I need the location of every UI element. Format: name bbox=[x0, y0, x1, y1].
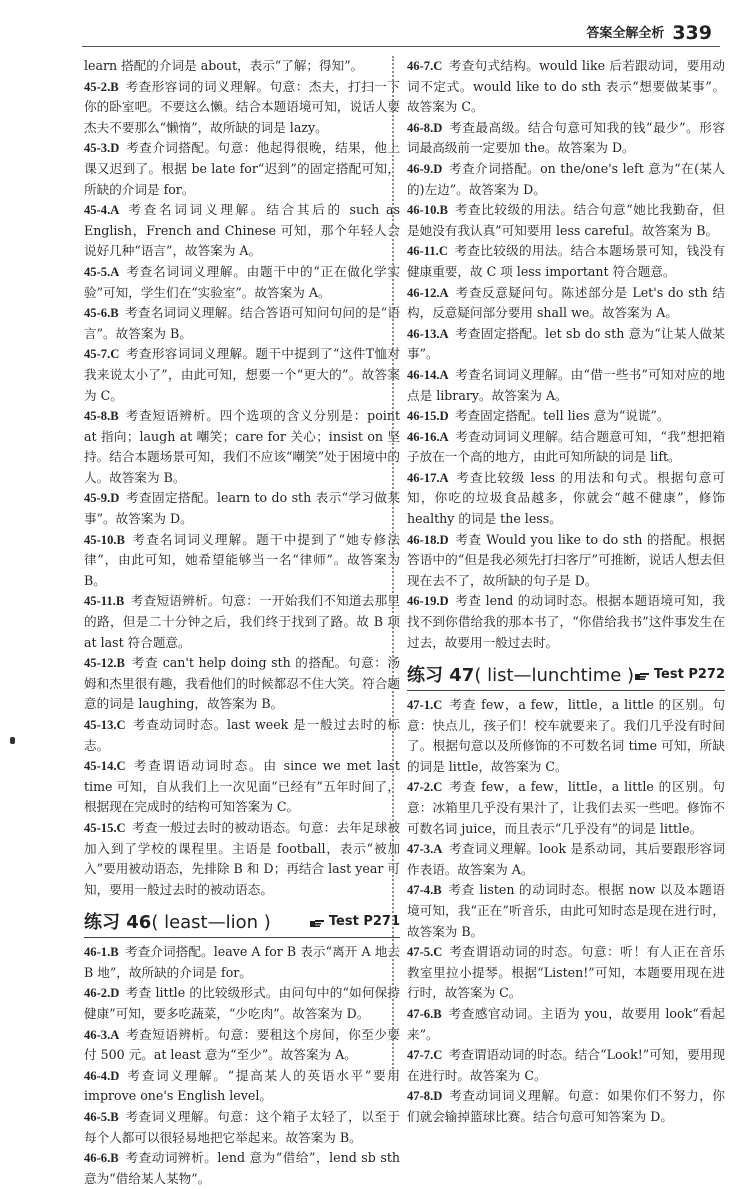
answer-entry bbox=[84, 715, 400, 756]
answer-entry bbox=[407, 427, 725, 468]
header-title: 答案全解全析 bbox=[586, 26, 665, 41]
answer-entry bbox=[407, 324, 725, 365]
section-rule bbox=[407, 690, 725, 691]
answer-explanation: 考查动词时态。last week 是一般过去时的标志。 bbox=[84, 717, 400, 753]
answer-number: 46-14.A bbox=[407, 367, 449, 382]
answer-number: 45-13.C bbox=[84, 718, 126, 732]
answer-number: 45-3.D bbox=[84, 141, 120, 156]
answer-explanation: 考查介词搭配。句意：他起得很晚，结果，他上课又迟到了。根据 be late for“迟到”的固定搭配可知，所缺的介词是 for。 bbox=[84, 140, 400, 197]
test-page-ref bbox=[310, 912, 400, 933]
answer-entry bbox=[407, 777, 725, 839]
answer-entry bbox=[84, 983, 400, 1024]
answer-entry bbox=[84, 56, 400, 77]
answer-explanation: 考查 lend 的动词时态。根据本题语境可知，我找不到你借给我的那本书了，“你借给我书”这件事发生在过去，故要用一般过去时。 bbox=[407, 593, 725, 650]
answer-number: 46-4.D bbox=[84, 1068, 120, 1083]
answer-explanation: 考查动词词义理解。句意：如果你们不努力，你们就会输掉篮球比赛。结合句意可知答案为 D。 bbox=[407, 1088, 725, 1124]
answer-explanation: 考查词义理解。句意：这个箱子太轻了，以至于每个人都可以很轻易地把它举起来。故答案为 B。 bbox=[84, 1108, 400, 1145]
answer-entry bbox=[84, 262, 400, 303]
page-header bbox=[586, 14, 712, 44]
answer-number: 45-2.B bbox=[84, 79, 119, 94]
answer-number: 47-1.C bbox=[407, 698, 443, 713]
answer-entry bbox=[84, 1066, 400, 1107]
answer-explanation: 考查一般过去时的被动语态。句意：去年足球被加入到了学校的课程里。主语是 football，表示“被加入”要用被动语态，先排除 B 和 D；再结合 last year 可知，要用一般过去时的被动语态。 bbox=[84, 819, 400, 897]
answer-entry bbox=[407, 880, 725, 942]
answer-explanation: 考查名词词义理解。题干中提到了“她专修法律”，由此可知，她希望能够当一名“律师”。故答案为 B。 bbox=[84, 531, 400, 588]
answer-number: 45-14.C bbox=[84, 759, 126, 774]
answer-number: 47-6.B bbox=[407, 1007, 442, 1022]
answer-number: 45-10.B bbox=[84, 532, 125, 547]
answer-number: 47-2.C bbox=[407, 780, 443, 795]
answer-explanation: 考查名词词义理解。结合其后的 such as English，French and Chinese 可知，那个年轻人会说好几种“语言”，故答案为 A。 bbox=[84, 202, 400, 259]
answer-number: 46-1.B bbox=[84, 945, 119, 960]
answer-explanation: 考查动词词义理解。结合题意可知，“我”想把箱子放在一个高的地方，由此可知所缺的词是 lift。 bbox=[407, 428, 725, 465]
header-rule bbox=[82, 46, 720, 47]
answer-number: 45-4.A bbox=[84, 203, 120, 218]
section-word-range: ( list—lunchtime ) bbox=[474, 664, 635, 686]
answer-explanation: 考查 little 的比较级形式。由问句中的“如何保持健康”可知，要多吃蔬菜，“少吃肉”。故答案为 D。 bbox=[84, 985, 400, 1022]
answer-entry bbox=[84, 653, 400, 715]
answer-number: 47-5.C bbox=[407, 945, 443, 960]
answer-entry bbox=[407, 591, 725, 653]
answer-entry bbox=[407, 530, 725, 592]
answer-explanation: 考查谓语动词的时态。句意：听！有人正在音乐教室里拉小提琴。根据“Listen!”可知，本题要用现在进行时，故答案为 C。 bbox=[407, 944, 725, 1001]
answer-entry bbox=[84, 488, 400, 529]
answer-explanation: 考查句式结构。would like 后若跟动词，要用动词不定式。would like to do sth 表示“想要做某事”。故答案为 C。 bbox=[407, 58, 725, 115]
answer-entry bbox=[84, 756, 400, 818]
section-heading bbox=[84, 912, 400, 933]
answer-explanation: 考查固定搭配。let sb do sth 意为“让某人做某事”。 bbox=[407, 325, 725, 362]
answer-entry bbox=[407, 118, 725, 159]
answer-entry bbox=[84, 77, 400, 139]
answer-entry bbox=[84, 1107, 400, 1148]
answer-explanation: 考查谓语动词时态。由 since we met last time 可知，自从我们上一次见面“已经有”五年时间了，根据现在完成时的结构可知答案为 C。 bbox=[84, 758, 400, 815]
answer-number: 45-15.C bbox=[84, 820, 126, 835]
answer-explanation: 考查比较级 less 的用法和句式。根据句意可知，你吃的垃圾食品越多，你就会“越不健康”，修饰 healthy 的词是 the less。 bbox=[407, 469, 725, 527]
answer-number: 47-7.C bbox=[407, 1048, 443, 1063]
answer-number: 46-12.A bbox=[407, 285, 449, 300]
answer-entry bbox=[84, 942, 400, 983]
answer-explanation: 考查 few，a few，little，a little 的区别。句意：快点儿，孩子们！校车就要来了。我们几乎没有时间了。根据句意以及所修饰的不可数名词 time 可知，所缺的词是 little，故答案为 C。 bbox=[407, 697, 725, 774]
answer-entry bbox=[84, 1025, 400, 1066]
answer-entry bbox=[84, 138, 400, 200]
test-page-ref bbox=[635, 665, 725, 686]
answer-explanation: 考查动词辨析。lend 意为“借给”，lend sb sth 意为“借给某人某物”。 bbox=[84, 1150, 400, 1186]
answer-explanation: 考查谓语动词的时态。结合“Look!”可知，要用现在进行时。故答案为 C。 bbox=[407, 1047, 725, 1083]
answer-number: 45-7.C bbox=[84, 347, 120, 362]
answer-explanation: 考查短语辨析。句意：要租这个房间，你至少要付 500 元。at least 意为“至少”。故答案为 A。 bbox=[84, 1026, 400, 1063]
answer-explanation: 考查感官动词。主语为 you，故要用 look“看起来”。 bbox=[407, 1006, 725, 1042]
answer-entry bbox=[407, 839, 725, 880]
test-page-label: Test P271 bbox=[328, 914, 400, 930]
section-title: 练习 46 bbox=[84, 911, 152, 933]
answer-entry bbox=[84, 1148, 400, 1189]
answer-entry bbox=[407, 942, 725, 1004]
answer-explanation: 考查 few，a few，little，a little 的区别。句意：冰箱里几乎没有果汁了，让我们去买一些吧。修饰不可数名词 juice，而且表示“几乎没有”的词是 little。 bbox=[407, 779, 725, 836]
answer-number: 46-19.D bbox=[407, 594, 449, 609]
pointing-hand-icon bbox=[310, 918, 324, 928]
answer-number: 47-3.A bbox=[407, 842, 443, 857]
answer-entry bbox=[407, 468, 725, 530]
column-divider bbox=[392, 56, 394, 1080]
answer-explanation: 考查短语辨析。句意：一开始我们不知道去那里的路，但是二十分钟之后，我们终于找到了路。故 B 项 at last 符合题意。 bbox=[84, 593, 400, 650]
answer-number: 46-10.B bbox=[407, 203, 448, 218]
answer-entry bbox=[407, 1004, 725, 1045]
answer-number: 46-7.C bbox=[407, 59, 443, 73]
answer-explanation: 考查固定搭配。tell lies 意为“说谎”。 bbox=[454, 408, 670, 424]
answer-entry bbox=[84, 344, 400, 406]
page-number: 339 bbox=[672, 22, 712, 44]
answer-entry bbox=[407, 241, 725, 282]
answer-entry bbox=[407, 365, 725, 406]
answer-explanation: 考查短语辨析。四个选项的含义分别是：point at 指向；laugh at 嘲笑；care for 关心；insist on 坚持。结合本题场景可知，我们不应该“嘲笑”处于困境中的人。故答案为 B。 bbox=[84, 408, 400, 485]
answer-entry bbox=[407, 283, 725, 324]
answer-number: 46-3.A bbox=[84, 1027, 120, 1042]
answer-entry bbox=[407, 1086, 725, 1127]
section-rule bbox=[84, 937, 400, 938]
answer-entry bbox=[84, 818, 400, 900]
answer-explanation: 考查名词词义理解。由“借一些书”可知对应的地点是 library。故答案为 A。 bbox=[407, 366, 725, 403]
answer-explanation: 考查 listen 的动词时态。根据 now 以及本题语境可知，我“正在”听音乐，由此可知时态是现在进行时，故答案为 B。 bbox=[407, 882, 725, 939]
answer-explanation: 考查比较级的用法。结合句意“她比我勤奋，但是她没有我认真”可知要用 less careful。故答案为 B。 bbox=[407, 202, 725, 238]
answer-explanation: 考查比较级的用法。结合本题场景可知，钱没有健康重要，故 C 项 less important 符合题意。 bbox=[407, 243, 725, 279]
answer-explanation: 考查词义理解。“提高某人的英语水平”要用 improve one's English level。 bbox=[84, 1067, 400, 1104]
answer-number: 46-9.D bbox=[407, 161, 443, 176]
answer-entry bbox=[84, 303, 400, 344]
answer-entry bbox=[407, 200, 725, 241]
answer-number: 46-18.D bbox=[407, 532, 449, 547]
answer-explanation: 考查形容词词义理解。题干中提到了“这件T恤对我来说太小了”，由此可知，想要一个“更大的”。故答案为 C。 bbox=[84, 346, 400, 403]
answer-number: 46-8.D bbox=[407, 120, 443, 135]
section-word-range: ( least—lion ) bbox=[151, 911, 271, 933]
answer-explanation: 考查形容词的词义理解。句意：杰夫，打扫一下你的卧室吧。不要这么懒。结合本题语境可知，说话人要杰夫不要那么“懒惰”，故所缺的词是 lazy。 bbox=[84, 78, 400, 135]
answer-entry bbox=[84, 530, 400, 592]
answer-number: 45-5.A bbox=[84, 264, 120, 279]
answer-number: 46-15.D bbox=[407, 409, 449, 424]
pointing-hand-icon bbox=[635, 671, 649, 681]
answer-explanation: 考查固定搭配。learn to do sth 表示“学习做某事”。故答案为 D。 bbox=[84, 490, 400, 527]
answer-number: 46-13.A bbox=[407, 326, 449, 341]
section-title: 练习 47 bbox=[407, 664, 475, 686]
answer-number: 46-11.C bbox=[407, 244, 448, 259]
answer-number: 46-6.B bbox=[84, 1151, 119, 1166]
answer-number: 46-17.A bbox=[407, 470, 449, 485]
answer-number: 47-8.D bbox=[407, 1089, 443, 1104]
answer-number: 46-5.B bbox=[84, 1109, 119, 1124]
answer-explanation: 考查词义理解。look 是系动词，其后要跟形容词作表语。故答案为 A。 bbox=[407, 841, 725, 877]
answer-number: 45-11.B bbox=[84, 594, 125, 609]
margin-mark bbox=[10, 737, 15, 744]
answer-explanation: 考查 can't help doing sth 的搭配。句意：汤姆和杰里很有趣，我看他们的时候都忍不住大笑。符合题意的词是 laughing，故答案为 B。 bbox=[84, 655, 400, 712]
answer-number: 45-6.B bbox=[84, 306, 119, 321]
answer-entry bbox=[407, 56, 725, 118]
answer-entry bbox=[84, 406, 400, 488]
answer-explanation: 考查介词搭配。leave A for B 表示“离开 A 地去 B 地”，故所缺的介词是 for。 bbox=[84, 944, 400, 980]
answer-entry bbox=[407, 695, 725, 777]
answer-number: 45-12.B bbox=[84, 656, 125, 671]
answer-explanation: learn 搭配的介词是 about，表示“了解；得知”。 bbox=[84, 58, 364, 73]
answer-entry bbox=[84, 200, 400, 262]
answer-explanation: 考查最高级。结合句意可知我的钱“最少”。形容词最高级前一定要加 the。故答案为 D。 bbox=[407, 119, 725, 156]
test-page-label: Test P272 bbox=[653, 667, 725, 683]
answer-explanation: 考查名词词义理解。由题干中的“正在做化学实验”可知，学生们在“实验室”。故答案为 A。 bbox=[84, 263, 400, 300]
answer-number: 47-4.B bbox=[407, 883, 442, 898]
section-heading bbox=[407, 665, 725, 686]
answer-explanation: 考查 Would you like to do sth 的搭配。根据答语中的“但是我必须先打扫客厅”可推断，说话人想去但现在去不了，故所缺的句子是 D。 bbox=[407, 531, 725, 588]
answer-explanation: 考查反意疑问句。陈述部分是 Let's do sth 结构，反意疑问部分要用 shall we。故答案为 A。 bbox=[407, 284, 725, 321]
answer-number: 46-16.A bbox=[407, 429, 449, 444]
answer-entry bbox=[407, 406, 725, 427]
answer-number: 46-2.D bbox=[84, 986, 120, 1001]
left-column bbox=[84, 56, 400, 1189]
answer-explanation: 考查介词搭配。on the/one's left 意为“在(某人的)左边”。故答案为 D。 bbox=[407, 160, 725, 197]
answer-explanation: 考查名词词义理解。结合答语可知问句问的是“语言”。故答案为 B。 bbox=[84, 305, 400, 341]
answer-number: 45-8.B bbox=[84, 409, 119, 424]
answer-entry bbox=[407, 1045, 725, 1086]
answer-number: 45-9.D bbox=[84, 491, 120, 506]
answer-entry bbox=[84, 591, 400, 653]
right-column bbox=[407, 56, 725, 1128]
answer-entry bbox=[407, 159, 725, 200]
